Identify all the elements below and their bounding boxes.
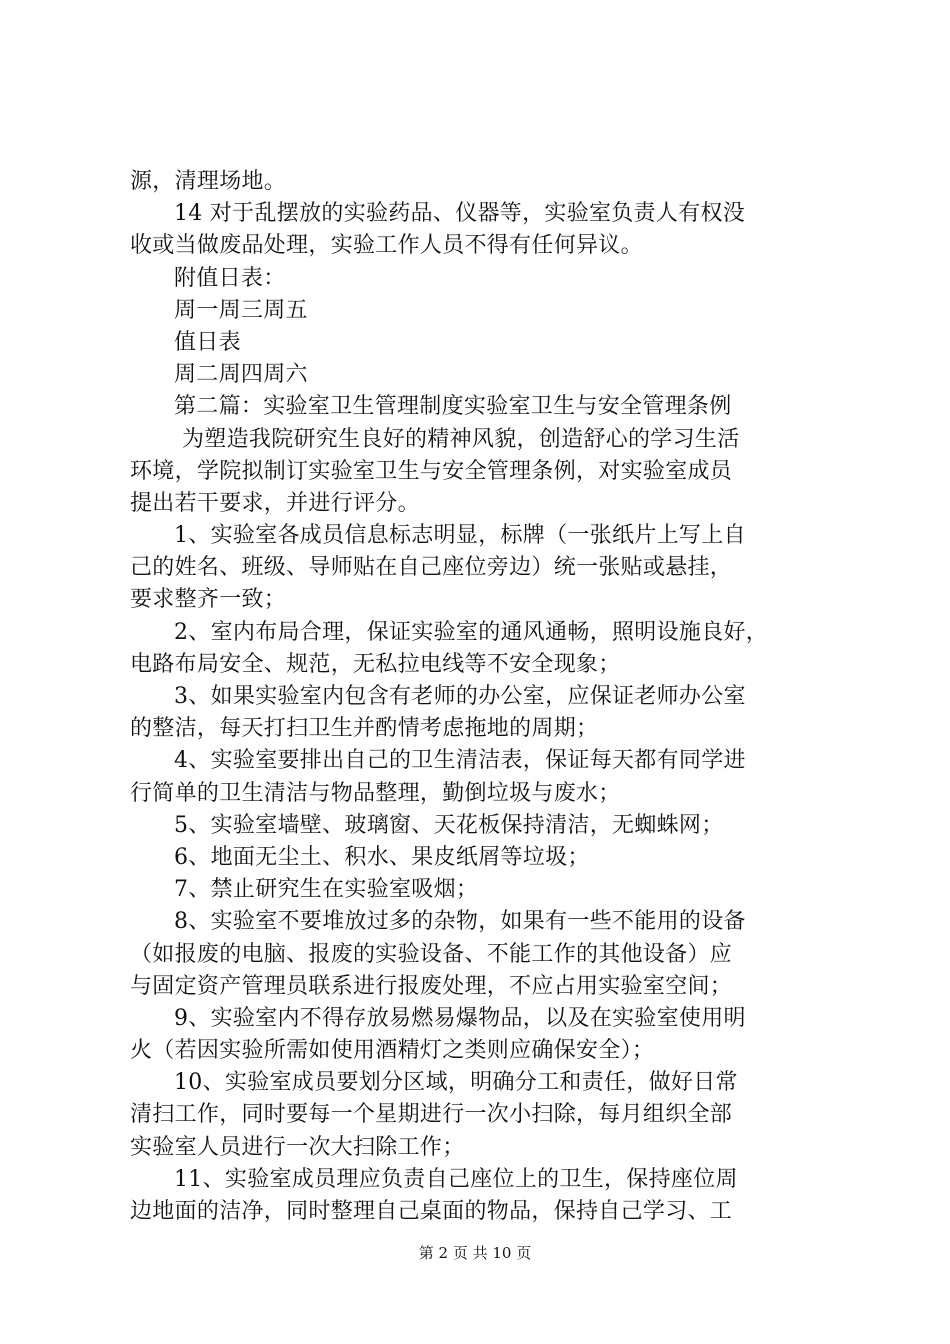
text-line: 的整洁，每天打扫卫生并酌情考虑拖地的周期； <box>130 716 599 742</box>
text-line: 环境，学院拟制订实验室卫生与安全管理条例，对实验室成员 <box>130 458 733 484</box>
section-heading: 第二篇：实验室卫生管理制度实验室卫生与安全管理条例 <box>174 394 732 420</box>
text-line: 边地面的洁净，同时整理自己桌面的物品，保持自己学习、工 <box>130 1199 733 1224</box>
document-body <box>130 166 830 1228</box>
text-line: 实验室人员进行一次大扫除工作； <box>130 1134 465 1160</box>
list-item: 4、实验室要排出自己的卫生清洁表，保证每天都有同学进 <box>174 748 746 774</box>
list-item: 7、禁止研究生在实验室吸烟； <box>174 877 479 903</box>
text-line: 周一周三周五 <box>174 297 308 323</box>
list-item: 1、实验室各成员信息标志明显，标牌（一张纸片上写上自 <box>174 523 746 549</box>
text-line: 收或当做废品处理，实验工作人员不得有任何异议。 <box>130 233 643 259</box>
text-line: 火（若因实验所需如使用酒精灯之类则应确保安全）； <box>130 1038 655 1064</box>
text-line: 周二周四周六 <box>174 362 308 388</box>
list-item: 11、实验室成员理应负责自己座位上的卫生，保持座位周 <box>174 1166 738 1192</box>
text-line: 源，清理场地。 <box>130 169 287 194</box>
text-line: 要求整齐一致； <box>130 587 287 613</box>
text-line: （如报废的电脑、报废的实验设备、不能工作的其他设备）应 <box>130 941 733 967</box>
text-line: 提出若干要求，并进行评分。 <box>130 490 420 516</box>
text-line: 附值日表： <box>174 265 286 291</box>
text-line: 与固定资产管理员联系进行报废处理，不应占用实验室空间； <box>130 973 733 999</box>
list-item: 10、实验室成员要划分区域，明确分工和责任，做好日常 <box>174 1070 738 1096</box>
list-item: 5、实验室墙壁、玻璃窗、天花板保持清洁，无蜘蛛网； <box>174 812 724 838</box>
list-item: 6、地面无尘土、积水、果皮纸屑等垃圾； <box>174 844 590 870</box>
list-item: 8、实验室不要堆放过多的杂物，如果有一些不能用的设备 <box>174 909 746 935</box>
list-item: 2、室内布局合理，保证实验室的通风通畅，照明设施良好， <box>174 619 769 645</box>
text-line: 值日表 <box>174 329 241 355</box>
text-line: 清扫工作，同时要每一个星期进行一次小扫除，每月组织全部 <box>130 1102 733 1128</box>
text-line: 为塑造我院研究生良好的精神风貌，创造舒心的学习生活 <box>182 426 740 452</box>
text-line: 己的姓名、班级、导师贴在自己座位旁边）统一张贴或悬挂， <box>130 555 733 581</box>
page-number-footer: 第 2 页 共 10 页 <box>418 1244 532 1262</box>
list-item: 3、如果实验室内包含有老师的办公室，应保证老师办公室 <box>174 684 746 709</box>
text-line: 14 对于乱摆放的实验药品、仪器等，实验室负责人有权没 <box>174 201 746 227</box>
text-line: 电路布局安全、规范，无私拉电线等不安全现象； <box>130 651 621 677</box>
text-line: 行简单的卫生清洁与物品整理，勤倒垃圾与废水； <box>130 780 621 806</box>
list-item: 9、实验室内不得存放易燃易爆物品，以及在实验室使用明 <box>174 1005 746 1031</box>
